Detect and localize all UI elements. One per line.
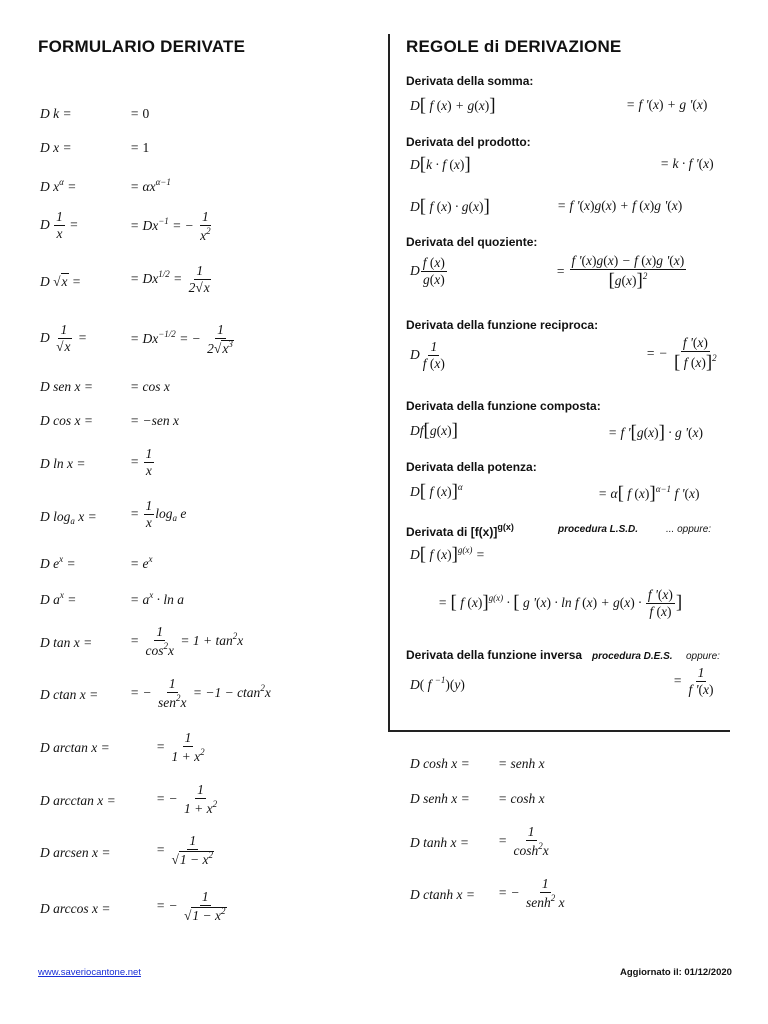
formula-lhs: D x = (40, 140, 72, 155)
formula-lhs: D sen x = (40, 379, 93, 394)
formula-lhs: D arcsen x = (40, 845, 111, 860)
rule-rhs: = $\frac{f '(x)g(x) - f (x)g '(x)}{[g(x)]^2}$ (556, 253, 685, 292)
rule-lhs: D[ f (x) + g(x)] (410, 95, 496, 116)
rule-rhs: = f '(x) + g '(x) (626, 97, 708, 112)
rule-rhs: = − $\frac{f '(x)}{[ f (x)]^2}$ (646, 335, 717, 374)
formula-rhs: = $\frac{1}{1 + x^2}$ (156, 730, 205, 765)
formula-lhs: D tanh x = (410, 835, 469, 850)
formula-lhs: D ctan x = (40, 687, 99, 702)
formula-rhs: = cos x (130, 379, 170, 394)
rule-label-power: Derivata della potenza: (406, 460, 537, 474)
rule-label-product: Derivata del prodotto: (406, 135, 531, 149)
formula-lhs: D ln x = (40, 456, 86, 471)
website-link[interactable]: www.saveriocantone.net (38, 967, 141, 978)
formula-rhs: = $\alpha x^{\alpha-1}$ (130, 177, 171, 194)
formula-rhs: = $\frac{1}{\cosh^2x}$ (498, 824, 549, 859)
formula-lhs: D √x = (40, 274, 82, 289)
formula-lhs: D tan x = (40, 635, 93, 650)
formula-rhs: = $\frac{1}{√1 - x^2}$ (156, 833, 214, 868)
rule-lhs: D( f $^{-1}$)(y) (410, 675, 465, 692)
formula-lhs: D $\log_a x$ = (40, 509, 97, 526)
rule-rhs: = k · f '(x) (660, 156, 714, 171)
formula-rhs: = $\frac{1}{x}$ (130, 446, 153, 479)
rule-label-fg: Derivata di $[f(x)]^{g(x)}$ (406, 522, 514, 539)
formula-rhs: = − $\frac{1}{1 + x^2}$ (156, 782, 218, 817)
formula-lhs: D ctanh x = (410, 887, 475, 902)
formula-rhs: = $Dx^{1/2}$ = $\frac{1}{2√x}$ (130, 263, 210, 296)
rule-rhs: = $\frac{1}{f '(x)}$ (673, 665, 714, 698)
rule-label-reciprocal: Derivata della funzione reciproca: (406, 318, 599, 332)
updated-date: Aggiornato il: 01/12/2020 (620, 967, 732, 978)
formula-rhs: = $\frac{1}{\cos^2x}$ = $1 + \tan^2x$ (130, 624, 244, 659)
rule-label-inverse: Derivata della funzione inversa (406, 648, 583, 662)
rule-rhs: = [ f (x)]$^{g(x)}$ · [ g '(x) · ln f (x) + g(x) · $\frac{f '(x)}{f (x)}$ ] (438, 587, 683, 620)
formula-rhs: = − $\frac{1}{√1 - x^2}$ (156, 889, 226, 924)
rule-label-sum: Derivata della somma: (406, 74, 534, 88)
rule-lhs: D[ f (x) · g(x)] (410, 196, 490, 217)
left-title: FORMULARIO DERIVATE (38, 37, 246, 56)
formula-lhs: D $x^\alpha$ = (40, 177, 77, 194)
formula-lhs: D arctan x = (40, 740, 110, 755)
formula-lhs: D cos x = (40, 413, 93, 428)
formula-rhs: = − $\frac{1}{senh^2 x}$ (498, 876, 565, 911)
oppure-note: oppure: (686, 651, 720, 662)
rule-rhs: = f '[g(x)] · g '(x) (608, 422, 704, 443)
rule-lhs: D $\frac{1}{f (x)}$ (410, 339, 445, 372)
formula-lhs: D arccos x = (40, 901, 111, 916)
oppure-note: ... oppure: (666, 524, 712, 535)
formula-rhs: = −sen x (130, 413, 179, 428)
formula-lhs: D senh x = (410, 791, 470, 806)
formula-lhs: D cosh x = (410, 756, 470, 771)
rule-lhs: Df[g(x)] (410, 420, 458, 441)
lsd-note: procedura L.S.D. (558, 524, 639, 535)
rule-label-composite: Derivata della funzione composta: (406, 399, 601, 413)
rule-rhs: = f '(x)g(x) + f (x)g '(x) (557, 198, 683, 213)
formula-lhs: D k = (40, 106, 72, 121)
rule-lhs: D[k · f (x)] (410, 154, 471, 175)
rule-lhs: D[ f (x)]$^\alpha$ (410, 481, 463, 502)
column-divider (388, 34, 390, 731)
formula-rhs: = $Dx^{-1}$ = − $\frac{1}{x^2}$ (130, 209, 211, 244)
formula-rhs: = cosh x (498, 791, 545, 806)
formula-rhs: = 1 (130, 140, 150, 155)
formula-lhs: D $\frac{1}{x}$ = (40, 209, 79, 242)
rule-lhs: D $\frac{f (x)}{g(x)}$ (410, 255, 445, 288)
formula-lhs: D $e^x$ = (40, 554, 76, 571)
formula-rhs: = $Dx^{-1/2}$ = − $\frac{1}{2√x^3}$ (130, 322, 233, 357)
rule-rhs: = α[ f (x)]$^{\alpha-1}$ f '(x) (598, 483, 700, 504)
formula-lhs: D $a^x$ = (40, 590, 77, 607)
formula-rhs: = − $\frac{1}{sen^2x}$ = −1 − ctan$^2$x (130, 676, 271, 711)
formula-lhs: D arcctan x = (40, 793, 116, 808)
rule-lhs: D[ f (x)]$^{g(x)}$ = (410, 544, 485, 565)
section-divider (388, 730, 730, 732)
formula-lhs: D $\frac{1}{√x}$ = (40, 322, 88, 355)
formula-rhs: = senh x (498, 756, 545, 771)
formula-rhs: = 0 (130, 106, 150, 121)
formula-rhs: = $\frac{1}{x}$ $\log_a e$ (130, 498, 187, 531)
right-title: REGOLE di DERIVAZIONE (406, 37, 622, 56)
des-note: procedura D.E.S. (592, 651, 673, 662)
rule-label-quotient: Derivata del quoziente: (406, 235, 538, 249)
formula-rhs: = $a^x \cdot \ln a$ (130, 590, 185, 607)
formula-rhs: = $e^x$ (130, 554, 153, 571)
